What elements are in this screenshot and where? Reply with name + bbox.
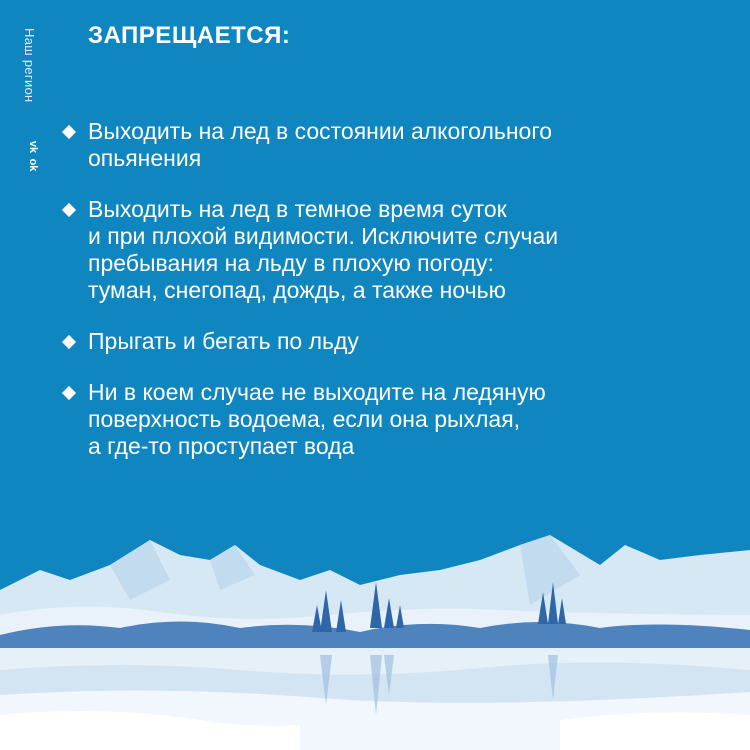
rule-text: Прыгать и бегать по льду xyxy=(88,328,359,354)
list-item xyxy=(62,328,722,355)
list-item xyxy=(62,196,722,304)
diamond-bullet-icon xyxy=(62,386,76,400)
winter-landscape-illustration xyxy=(0,520,750,750)
diamond-bullet-icon xyxy=(62,125,76,139)
diamond-bullet-icon xyxy=(62,335,76,349)
diamond-bullet-icon xyxy=(62,203,76,217)
list-item xyxy=(62,379,722,460)
rule-text: Выходить на лед в состоянии алкогольного опьянения xyxy=(88,118,553,171)
rule-text: Ни в коем случае не выходите на ледяную поверхность водоема, если она рыхлая, а где-то проступает вода xyxy=(88,379,546,459)
region-label: Наш регион xyxy=(22,28,37,103)
rule-text: Выходить на лед в темное время суток и при плохой видимости. Исключите случаи пребывания на льду в плохую погоду: туман, снегопад, дождь, а также ночью xyxy=(88,196,559,303)
page-title: ЗАПРЕЩАЕТСЯ: xyxy=(88,22,291,49)
rules-list xyxy=(62,118,722,484)
brand-vertical xyxy=(20,28,46,188)
vk-icon: vk xyxy=(27,140,39,154)
ok-icon: ok xyxy=(27,158,39,172)
social-logos xyxy=(22,138,44,174)
list-item xyxy=(62,118,722,172)
